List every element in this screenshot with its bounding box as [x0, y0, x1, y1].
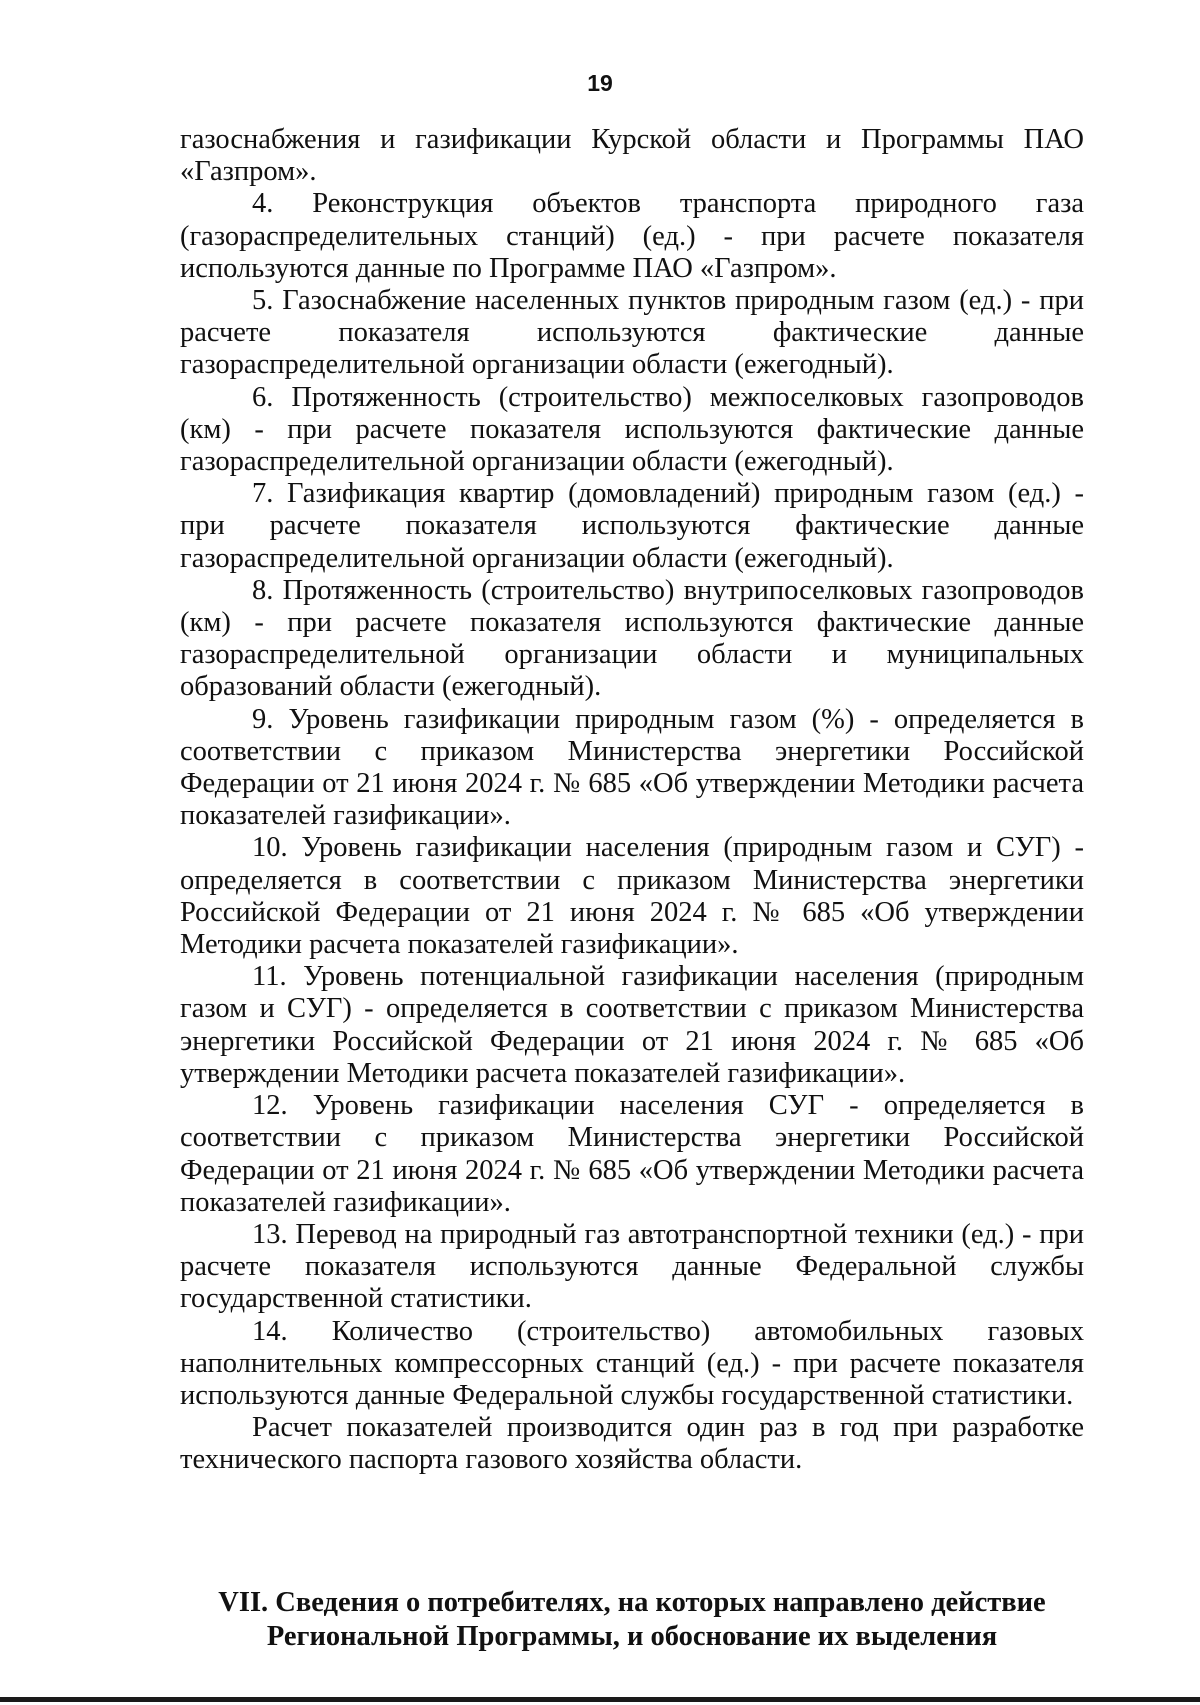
paragraph-item-13: 13. Перевод на природный газ автотранспортной техники (ед.) - при расчете показателя используются данные Федеральной службы государственной статистики.: [180, 1218, 1084, 1315]
paragraph-item-8: 8. Протяженность (строительство) внутрипоселковых газопроводов (км) - при расчете показателя используются фактические данные газораспределительной организации области и муниципальных образований области (ежегодный).: [180, 574, 1084, 703]
section-heading: [180, 1586, 1084, 1654]
paragraph-continuation: газоснабжения и газификации Курской области и Программы ПАО «Газпром».: [180, 124, 1084, 188]
paragraph-item-5: 5. Газоснабжение населенных пунктов природным газом (ед.) - при расчете показателя используются фактические данные газораспределительной организации области (ежегодный).: [180, 285, 1084, 381]
paragraph-item-7: 7. Газификация квартир (домовладений) природным газом (ед.) - при расчете показателя используются фактические данные газораспределительной организации области (ежегодный).: [180, 478, 1084, 574]
section-heading-line-1: VII. Сведения о потребителях, на которых направлено действие: [218, 1587, 1046, 1618]
paragraph-item-9: 9. Уровень газификации природным газом (%) - определяется в соответствии с приказом Министерства энергетики Российской Федерации от 21 июня 2024 г. № 685 «Об утверждении Методики расчета показателей газификации».: [180, 703, 1084, 832]
scan-bottom-edge: [0, 1697, 1200, 1702]
paragraph-item-6: 6. Протяженность (строительство) межпоселковых газопроводов (км) - при расчете показателя используются фактические данные газораспределительной организации области (ежегодный).: [180, 381, 1084, 478]
section-heading-line-2: Региональной Программы, и обоснование их выделения: [266, 1621, 998, 1652]
paragraph-item-11: 11. Уровень потенциальной газификации населения (природным газом и СУГ) - определяется в соответствии с приказом Министерства энергетики Российской Федерации от 21 июня 2024 г. № 685 «Об утверждении Методики расчета показателей газификации».: [180, 961, 1084, 1089]
paragraph-calculation-note: Расчет показателей производится один раз в год при разработке технического паспорта газового хозяйства области.: [180, 1412, 1084, 1476]
paragraph-item-10: 10. Уровень газификации населения (природным газом и СУГ) - определяется в соответствии с приказом Министерства энергетики Российской Федерации от 21 июня 2024 г. № 685 «Об утверждении Методики расчета показателей газификации».: [180, 832, 1084, 961]
document-body: [180, 124, 1084, 1477]
paragraph-item-4: 4. Реконструкция объектов транспорта природного газа (газораспределительных станций) (ед.) - при расчете показателя используются данные по Программе ПАО «Газпром».: [180, 188, 1084, 284]
page-number: 19: [587, 70, 613, 96]
paragraph-item-12: 12. Уровень газификации населения СУГ - определяется в соответствии с приказом Министерства энергетики Российской Федерации от 21 июня 2024 г. № 685 «Об утверждении Методики расчета показателей газификации».: [180, 1090, 1084, 1218]
paragraph-item-14: 14. Количество (строительство) автомобильных газовых наполнительных компрессорных станций (ед.) - при расчете показателя используются данные Федеральной службы государственной статистики.: [180, 1315, 1084, 1411]
